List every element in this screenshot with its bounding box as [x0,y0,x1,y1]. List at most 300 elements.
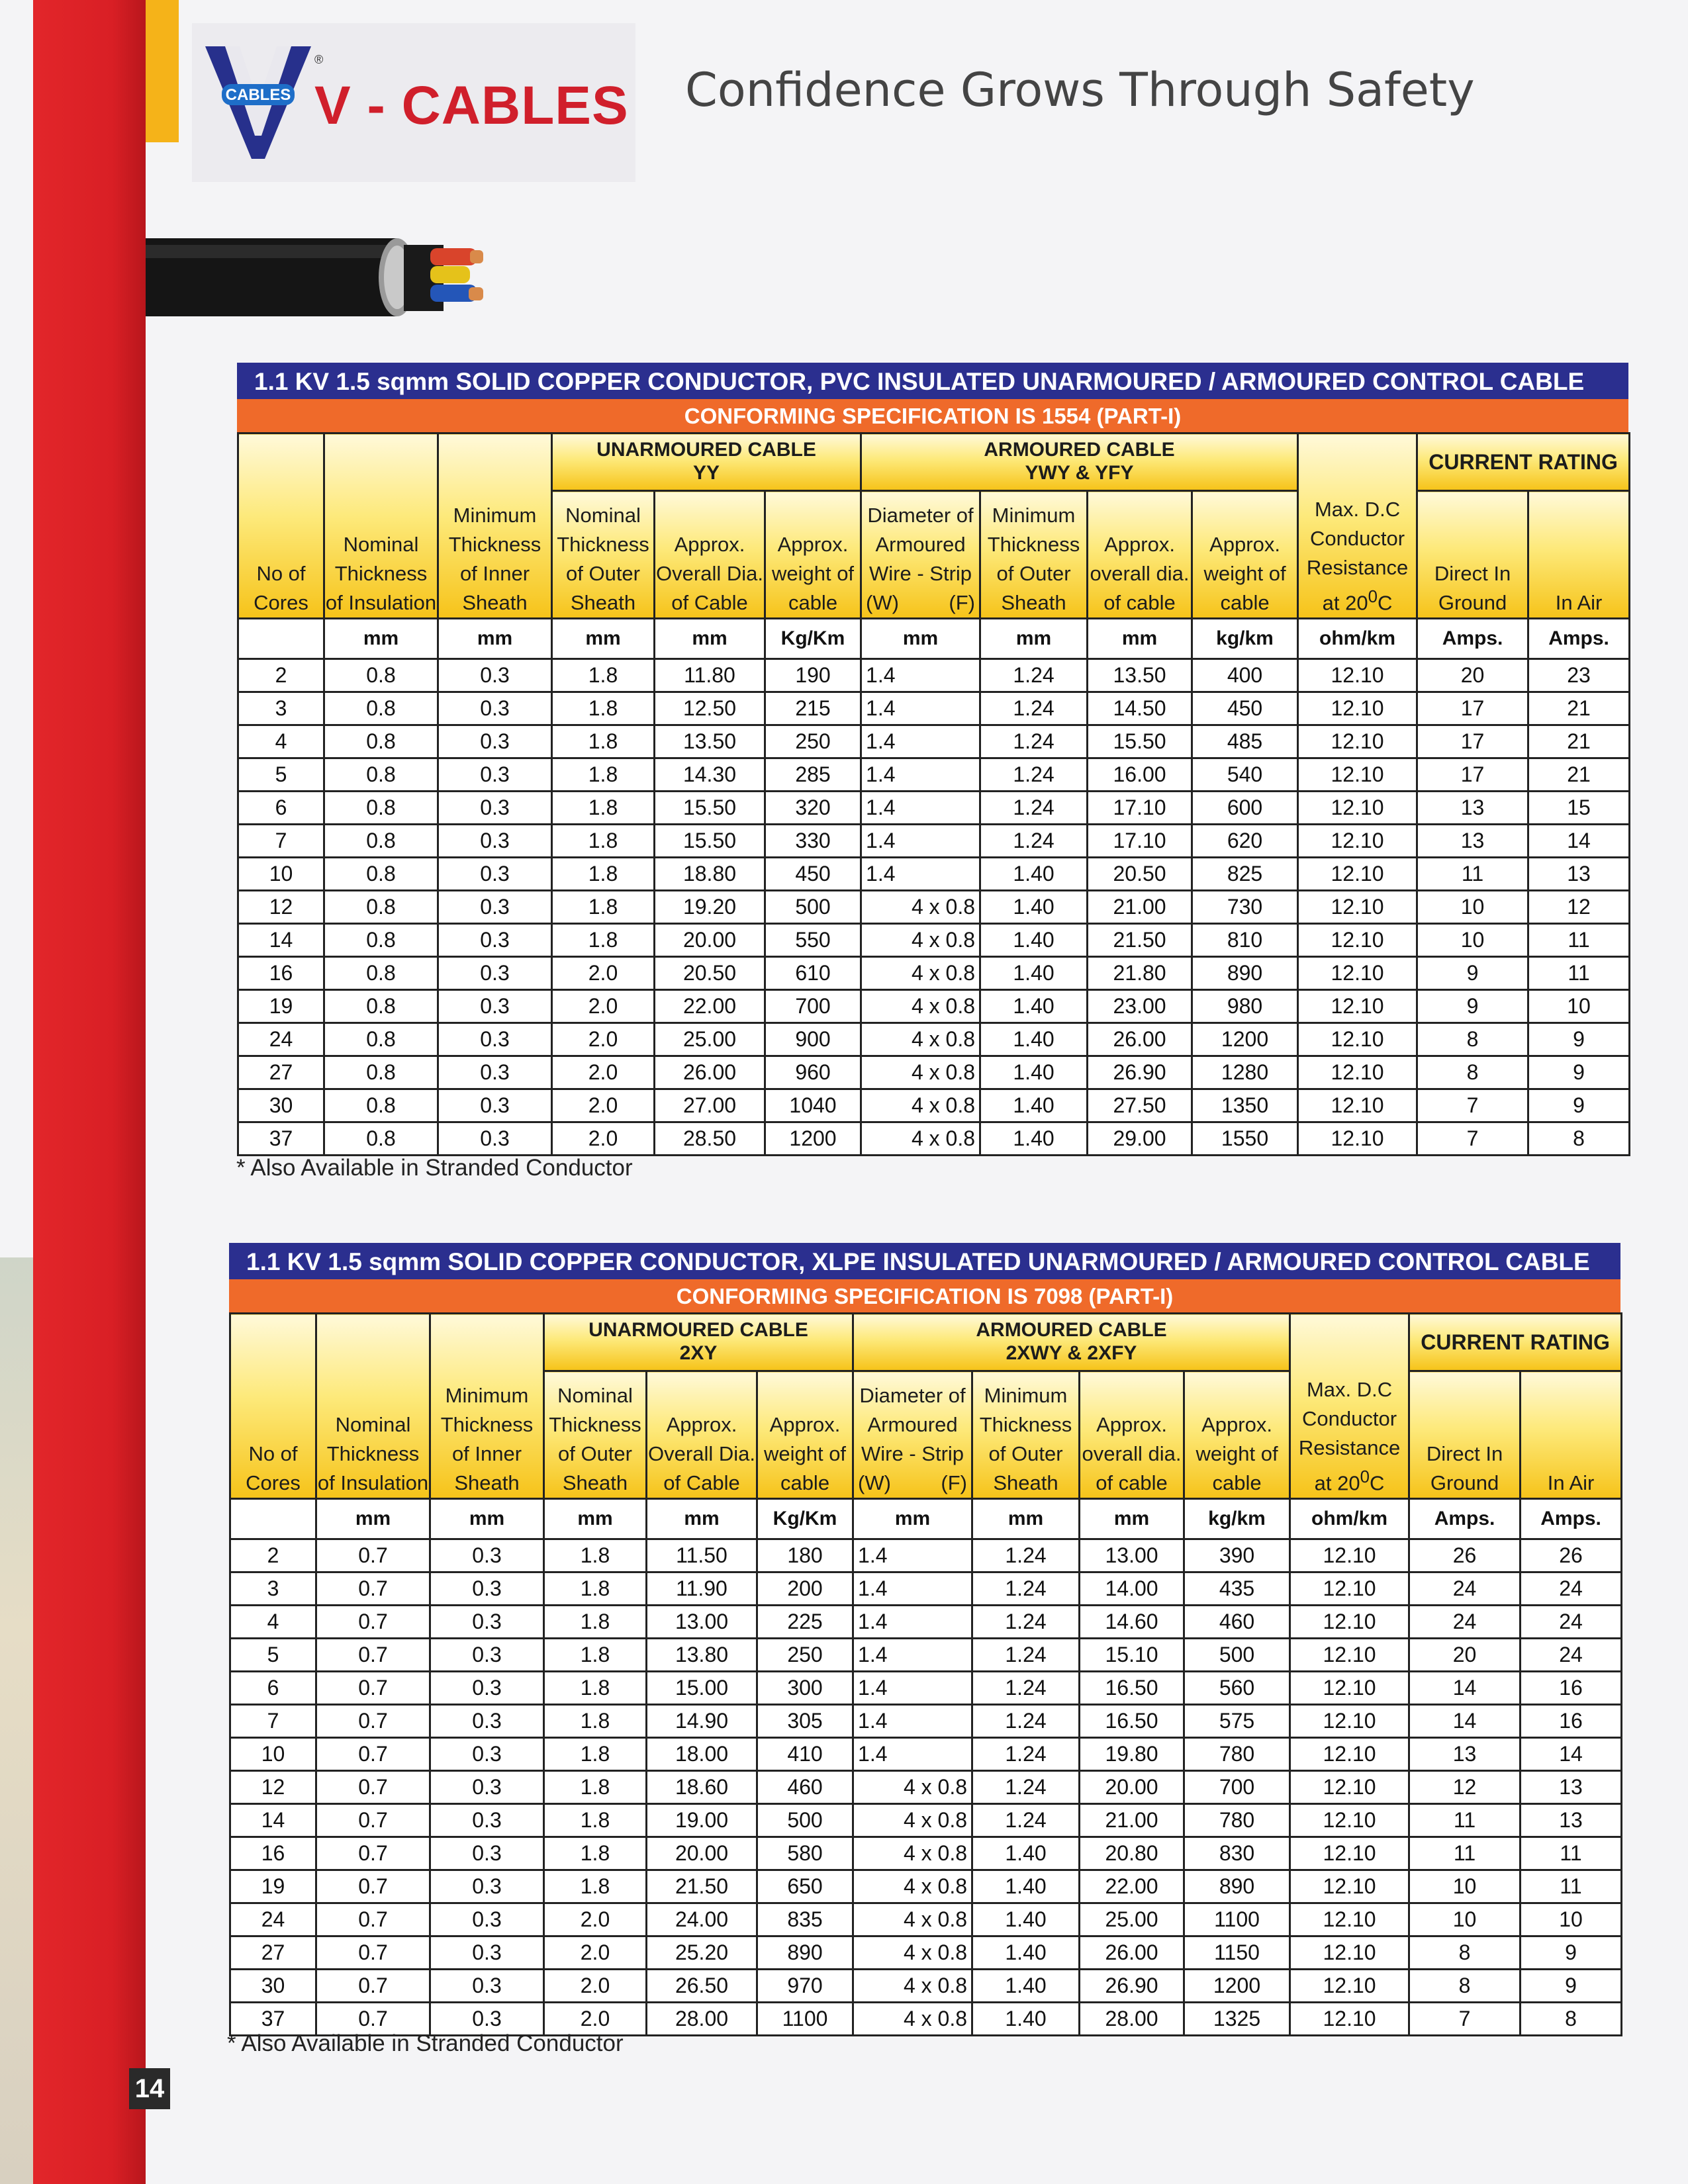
col-nominal-insulation: Nominal Thickness of Insulation [324,433,438,619]
table-cell: 485 [1192,725,1298,758]
table-cell: 15.50 [655,792,765,825]
table-cell: 8 [1409,1970,1521,2003]
armoured-code: YWY & YFY [1025,462,1134,484]
table-cell: 1.8 [544,1837,647,1870]
table-cell: 1.40 [980,957,1088,990]
table-cell: 18.80 [655,858,765,891]
table-cell: 0.3 [438,858,552,891]
table-cell: 390 [1184,1539,1290,1572]
table-row [230,1738,1622,1771]
table-cell: 550 [765,924,861,957]
table-row [238,990,1630,1023]
table-cell: 1.24 [980,692,1088,725]
table-cell: 26.90 [1088,1056,1192,1089]
table-cell: 650 [757,1870,853,1903]
table-cell: 12.10 [1298,1056,1417,1089]
table-row [238,858,1630,891]
table-cell: 12.10 [1298,792,1417,825]
col-unarm-outer-sheath: Nominal Thickness of Outer Sheath [552,491,655,619]
table-cell: 26.90 [1080,1970,1184,2003]
table-cell: 1.8 [544,1870,647,1903]
table-cell: 0.3 [430,1705,544,1738]
table-cell: 1.24 [972,1672,1080,1705]
table-row [238,957,1630,990]
table-cell: 14 [1521,1738,1622,1771]
table-row [238,1122,1630,1156]
col-arm-outer-sheath: Minimum Thickness of Outer Sheath [972,1371,1080,1499]
brand-logo [192,23,635,182]
table-cell: 16 [238,957,324,990]
units-row: mm mm mm mm Kg/Km mm mm mm kg/km ohm/km Amps. Amps. [238,619,1630,659]
table-row [238,891,1630,924]
table-cell: 16 [1521,1672,1622,1705]
table-cell: 12 [238,891,324,924]
table-cell: 1.4 [853,1672,972,1705]
table-cell: 0.3 [430,1970,544,2003]
table-cell: 225 [757,1606,853,1639]
table-cell: 14.00 [1080,1572,1184,1606]
table-row [230,1672,1622,1705]
col-armour-wire: Diameter of Armoured Wire - Strip (W) (F) [861,491,980,619]
table-cell: 13 [1528,858,1630,891]
table-cell: 12.10 [1290,1870,1409,1903]
table-cell: 12.10 [1298,659,1417,692]
table-cell: 26 [1521,1539,1622,1572]
table-cell: 19.20 [655,891,765,924]
table-cell: 0.3 [430,1936,544,1970]
table-row [230,1705,1622,1738]
col-direct-ground: Direct In Ground [1417,491,1528,619]
table-cell: 0.8 [324,1056,438,1089]
table-cell: 12.10 [1290,1539,1409,1572]
table-cell: 20 [1417,659,1528,692]
table-cell: 2.0 [552,1023,655,1056]
col-arm-outer-sheath: Minimum Thickness of Outer Sheath [980,491,1088,619]
table-cell: 20.50 [655,957,765,990]
table-cell: 0.7 [316,1903,430,1936]
table-cell: 1.8 [552,692,655,725]
table-cell: 21 [1528,692,1630,725]
table-cell: 1.4 [861,858,980,891]
table-cell: 2.0 [544,1903,647,1936]
table-cell: 8 [1521,2003,1622,2036]
table-cell: 12 [1409,1771,1521,1804]
table-cell: 1.40 [980,891,1088,924]
table-cell: 0.8 [324,792,438,825]
table-cell: 22.00 [655,990,765,1023]
table-cell: 24 [1409,1606,1521,1639]
table-cell: 1.40 [972,1870,1080,1903]
table-cell: 1.4 [861,692,980,725]
table-cell: 4 x 0.8 [853,1936,972,1970]
table-cell: 4 x 0.8 [853,1970,972,2003]
table-cell: 1.4 [853,1705,972,1738]
table-cell: 1.8 [544,1738,647,1771]
table-cell: 20.80 [1080,1837,1184,1870]
table-cell: 9 [1528,1089,1630,1122]
col-arm-overall-dia: Approx. overall dia. of cable [1080,1371,1184,1499]
background-photo-edge [0,1257,33,2184]
col-in-air: In Air [1528,491,1630,619]
table-cell: 20.50 [1088,858,1192,891]
table-cell: 900 [765,1023,861,1056]
table-cell: 12.10 [1298,1122,1417,1156]
table-cell: 21.80 [1088,957,1192,990]
table-cell: 1325 [1184,2003,1290,2036]
table-cell: 610 [765,957,861,990]
table-cell: 17 [1417,758,1528,792]
table-cell: 14 [238,924,324,957]
table-row [230,1606,1622,1639]
table-cell: 13 [1521,1771,1622,1804]
table-cell: 14 [1409,1705,1521,1738]
table-cell: 12.10 [1290,1804,1409,1837]
table-cell: 1040 [765,1089,861,1122]
table-cell: 27.50 [1088,1089,1192,1122]
table-cell: 37 [230,2003,316,2036]
table-cell: 12.10 [1298,858,1417,891]
table-cell: 2 [230,1539,316,1572]
table-cell: 14.50 [1088,692,1192,725]
table-cell: 12.10 [1298,758,1417,792]
table-cell: 1.24 [972,1572,1080,1606]
table-cell: 1.4 [861,659,980,692]
table-cell: 12.10 [1290,1837,1409,1870]
table-cell: 1.24 [972,1705,1080,1738]
table-cell: 11 [1528,924,1630,957]
table-cell: 10 [230,1738,316,1771]
table-cell: 890 [757,1936,853,1970]
table-cell: 12.10 [1290,1606,1409,1639]
table-cell: 0.3 [438,891,552,924]
table-row [238,659,1630,692]
table-cell: 780 [1184,1804,1290,1837]
table-cell: 1.4 [861,725,980,758]
table-cell: 17 [1417,725,1528,758]
table-cell: 4 x 0.8 [861,1023,980,1056]
table-cell: 0.8 [324,1089,438,1122]
table-cell: 1.8 [552,792,655,825]
table-cell: 11 [1417,858,1528,891]
table-cell: 12.10 [1298,725,1417,758]
table-cell: 620 [1192,825,1298,858]
table-cell: 0.3 [430,1639,544,1672]
table-cell: 0.3 [438,924,552,957]
table-cell: 12.10 [1298,891,1417,924]
table-cell: 14 [230,1804,316,1837]
col-no-of-cores: No of Cores [238,433,324,619]
table-cell: 1280 [1192,1056,1298,1089]
table-cell: 0.8 [324,891,438,924]
table-cell: 2.0 [552,957,655,990]
table-cell: 1550 [1192,1122,1298,1156]
table-cell: 21.50 [647,1870,757,1903]
table-cell: 13 [1417,825,1528,858]
table-row [230,1804,1622,1837]
table-row [230,1771,1622,1804]
table-cell: 285 [765,758,861,792]
table-cell: 5 [238,758,324,792]
table-cell: 305 [757,1705,853,1738]
table-cell: 1.4 [853,1572,972,1606]
table-cell: 22.00 [1080,1870,1184,1903]
table-cell: 12.10 [1298,825,1417,858]
table-cell: 0.3 [438,1056,552,1089]
table-cell: 12.10 [1298,1089,1417,1122]
table-cell: 0.7 [316,1738,430,1771]
table-cell: 1.40 [980,990,1088,1023]
table-cell: 19.80 [1080,1738,1184,1771]
table-cell: 0.7 [316,1837,430,1870]
table-cell: 0.7 [316,1539,430,1572]
table-cell: 4 x 0.8 [853,1804,972,1837]
table-cell: 2 [238,659,324,692]
spec-table [237,432,1630,1156]
col-in-air: In Air [1521,1371,1622,1499]
table-cell: 13.50 [1088,659,1192,692]
table-cell: 0.8 [324,825,438,858]
table-cell: 0.3 [430,1539,544,1572]
table-cell: 9 [1521,1970,1622,2003]
table-cell: 0.8 [324,1023,438,1056]
group-armoured [853,1314,1290,1371]
table-row [238,758,1630,792]
table-cell: 21 [1528,758,1630,792]
table-cell: 0.7 [316,1606,430,1639]
table-cell: 24 [1521,1606,1622,1639]
table-cell: 28.50 [655,1122,765,1156]
table-cell: 10 [1417,891,1528,924]
armoured-label: ARMOURED CABLE [984,439,1175,461]
table-cell: 1.4 [853,1738,972,1771]
col-direct-ground: Direct In Ground [1409,1371,1521,1499]
table-cell: 0.3 [430,1870,544,1903]
table-cell: 11 [1409,1804,1521,1837]
table-cell: 0.7 [316,1705,430,1738]
table-cell: 1.40 [980,1122,1088,1156]
table-cell: 13 [1409,1738,1521,1771]
pvc-cable-table [237,363,1628,1156]
page-number: 14 [129,2068,170,2109]
table-cell: 21 [1528,725,1630,758]
table-cell: 28.00 [647,2003,757,2036]
table-cell: 28.00 [1080,2003,1184,2036]
table-cell: 2.0 [544,2003,647,2036]
table-cell: 23.00 [1088,990,1192,1023]
table-cell: 16 [230,1837,316,1870]
unarmoured-code: 2XY [679,1342,718,1364]
table-cell: 12.10 [1290,1672,1409,1705]
table-cell: 20.00 [1080,1771,1184,1804]
table-cell: 0.3 [438,758,552,792]
table-cell: 12.10 [1290,1639,1409,1672]
table-cell: 0.7 [316,2003,430,2036]
table-cell: 4 x 0.8 [853,1870,972,1903]
table-cell: 10 [1528,990,1630,1023]
table-cell: 215 [765,692,861,725]
table-cell: 4 x 0.8 [861,1122,980,1156]
table-cell: 26.00 [1080,1936,1184,1970]
table-cell: 19.00 [647,1804,757,1837]
table-title: 1.1 KV 1.5 sqmm SOLID COPPER CONDUCTOR, PVC INSULATED UNARMOURED / ARMOURED CONTROL CABLE [237,363,1628,399]
table-cell: 0.3 [438,825,552,858]
table-cell: 1.24 [972,1738,1080,1771]
table-row [238,924,1630,957]
table-cell: 13 [1417,792,1528,825]
table-cell: 12.10 [1290,1771,1409,1804]
table-cell: 1.40 [980,1089,1088,1122]
table-cell: 13.80 [647,1639,757,1672]
table-cell: 0.8 [324,990,438,1023]
group-current-rating: CURRENT RATING [1409,1314,1622,1371]
table-cell: 410 [757,1738,853,1771]
table-row [230,1936,1622,1970]
table-cell: 540 [1192,758,1298,792]
table-cell: 0.7 [316,1970,430,2003]
table-cell: 2.0 [544,1936,647,1970]
table-cell: 730 [1192,891,1298,924]
table-cell: 0.7 [316,1870,430,1903]
table-cell: 330 [765,825,861,858]
table-cell: 12.10 [1290,1903,1409,1936]
table-cell: 5 [230,1639,316,1672]
table-cell: 7 [1409,2003,1521,2036]
col-no-of-cores: No of Cores [230,1314,316,1499]
table-cell: 9 [1417,957,1528,990]
table-cell: 11.50 [647,1539,757,1572]
table-cell: 1.8 [544,1771,647,1804]
table-cell: 2.0 [544,1970,647,2003]
brand-name: V - CABLES [314,75,629,136]
table-row [238,1089,1630,1122]
table-cell: 19 [230,1870,316,1903]
table-cell: 1200 [765,1122,861,1156]
table-cell: 16.00 [1088,758,1192,792]
table-cell: 14.60 [1080,1606,1184,1639]
table-cell: 15 [1528,792,1630,825]
table-cell: 1100 [757,2003,853,2036]
table-cell: 4 x 0.8 [861,1089,980,1122]
table-cell: 400 [1192,659,1298,692]
table-cell: 0.3 [438,725,552,758]
table-cell: 8 [1417,1023,1528,1056]
table-cell: 1.24 [980,825,1088,858]
table-cell: 25.00 [655,1023,765,1056]
table-cell: 0.8 [324,924,438,957]
table-cell: 14 [1409,1672,1521,1705]
table-cell: 980 [1192,990,1298,1023]
table-row [238,1023,1630,1056]
table-cell: 575 [1184,1705,1290,1738]
stranded-note: * Also Available in Stranded Conductor [236,1155,633,1181]
table-cell: 0.3 [430,1572,544,1606]
armoured-code: 2XWY & 2XFY [1006,1342,1137,1364]
table-cell: 0.7 [316,1804,430,1837]
table-cell: 24 [1521,1639,1622,1672]
table-cell: 2.0 [552,990,655,1023]
cable-illustration [146,225,490,324]
table-cell: 4 x 0.8 [861,891,980,924]
table-cell: 12.10 [1298,692,1417,725]
table-cell: 0.3 [430,1606,544,1639]
table-cell: 0.3 [438,1023,552,1056]
table-cell: 25.20 [647,1936,757,1970]
table-cell: 180 [757,1539,853,1572]
v-logo-icon [205,43,311,162]
col-armour-wire: Diameter of Armoured Wire - Strip (W) (F) [853,1371,972,1499]
table-cell: 7 [230,1705,316,1738]
table-row [230,1903,1622,1936]
table-cell: 500 [1184,1639,1290,1672]
table-cell: 825 [1192,858,1298,891]
table-cell: 11 [1521,1870,1622,1903]
table-cell: 580 [757,1837,853,1870]
table-cell: 0.8 [324,692,438,725]
table-cell: 890 [1184,1870,1290,1903]
table-cell: 37 [238,1122,324,1156]
table-cell: 8 [1409,1936,1521,1970]
table-cell: 1.8 [552,858,655,891]
col-arm-overall-dia: Approx. overall dia. of cable [1088,491,1192,619]
col-dc-resistance: Max. D.C Conductor Resistance at $20^0C$ [1298,433,1417,619]
table-spec: CONFORMING SPECIFICATION IS 7098 (PART-I) [229,1279,1620,1312]
table-cell: 0.3 [438,792,552,825]
table-cell: 1.24 [972,1539,1080,1572]
table-cell: 250 [765,725,861,758]
unarmoured-label: UNARMOURED CABLE [588,1319,808,1341]
col-arm-weight: Approx. weight of cable [1192,491,1298,619]
table-cell: 1.8 [544,1606,647,1639]
table-cell: 1.40 [980,1023,1088,1056]
table-cell: 1.4 [861,825,980,858]
registered-icon: ® [314,53,324,66]
table-cell: 4 x 0.8 [861,957,980,990]
table-cell: 1200 [1184,1970,1290,2003]
table-cell: 20.00 [647,1837,757,1870]
table-cell: 1.4 [861,792,980,825]
table-cell: 11 [1528,957,1630,990]
table-cell: 20.00 [655,924,765,957]
table-cell: 15.00 [647,1672,757,1705]
table-cell: 2.0 [552,1122,655,1156]
table-cell: 0.3 [430,1771,544,1804]
table-row [230,1870,1622,1903]
table-cell: 1.8 [552,825,655,858]
table-cell: 24 [1521,1572,1622,1606]
spec-table [229,1312,1622,2036]
table-cell: 12.10 [1290,1705,1409,1738]
table-cell: 460 [1184,1606,1290,1639]
table-cell: 1.40 [972,1936,1080,1970]
table-cell: 11 [1521,1837,1622,1870]
table-cell: 1.40 [972,1903,1080,1936]
table-cell: 12.10 [1290,1936,1409,1970]
table-cell: 1.40 [972,1837,1080,1870]
table-cell: 30 [238,1089,324,1122]
table-cell: 4 x 0.8 [853,1903,972,1936]
table-cell: 13.50 [655,725,765,758]
table-cell: 24 [1409,1572,1521,1606]
table-cell: 17.10 [1088,825,1192,858]
table-cell: 27 [238,1056,324,1089]
table-row [238,1056,1630,1089]
table-cell: 8 [1417,1056,1528,1089]
table-cell: 0.7 [316,1672,430,1705]
table-cell: 4 x 0.8 [853,1837,972,1870]
col-nominal-insulation: Nominal Thickness of Insulation [316,1314,430,1499]
table-cell: 2.0 [552,1089,655,1122]
table-cell: 0.8 [324,1122,438,1156]
